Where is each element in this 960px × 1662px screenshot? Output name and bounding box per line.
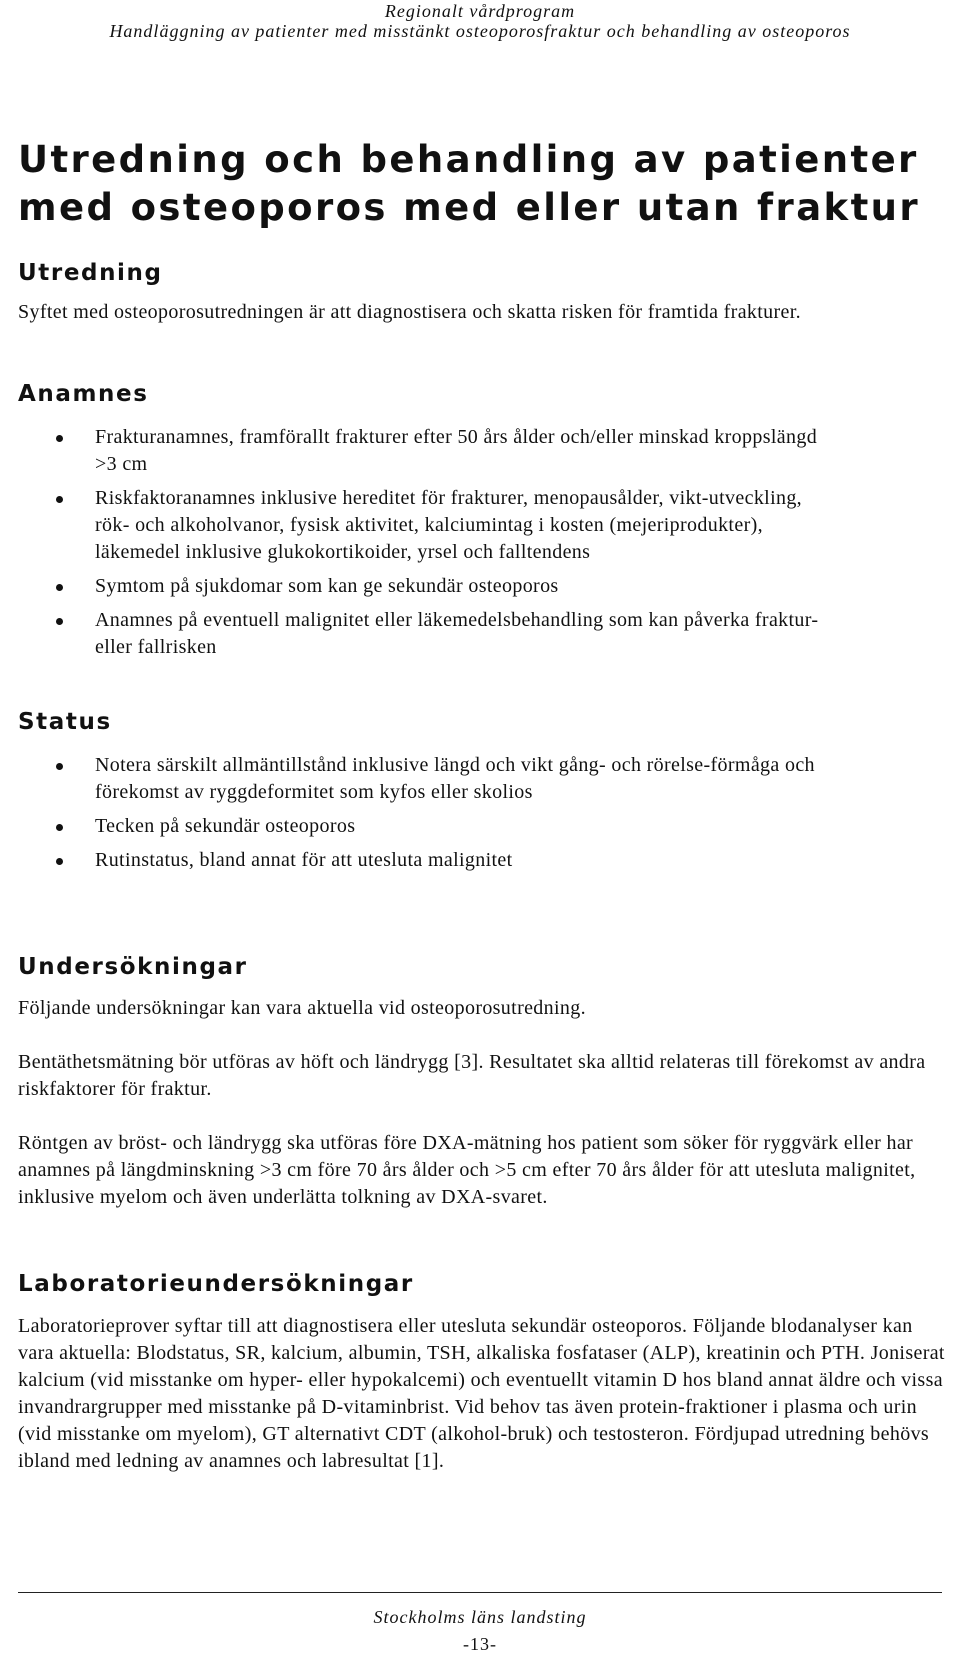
undersokningar-intro: Följande undersökningar kan vara aktuella vid osteoporosutredning. [18,997,586,1019]
utredning-text: Syftet med osteoporosutredningen är att diagnostisera och skatta risken för framtida frakturer. [18,301,802,323]
undersokningar-rontgen: Röntgen av bröst- och ländrygg ska utföras före DXA-mätning hos patient som söker för ryggvärk eller har anamnes på längdminskning >3 cm före 70 års ålder och >5 cm efter 70 års ålder för att utesluta malignitet, inklusive myelom och även underlätta tolkning av DXA-svaret. [18,1132,916,1208]
bullet-icon [56,435,63,442]
list-item-text: Tecken på sekundär osteoporos [95,815,356,837]
undersokningar-bentathet: Bentäthetsmätning bör utföras av höft och ländrygg [3]. Resultatet ska alltid relateras till förekomst av andra riskfaktorer för fraktur. [18,1051,926,1100]
bullet-icon [56,858,63,865]
list-item-text: Rutinstatus, bland annat för att utesluta malignitet [95,849,513,871]
list-item-text: Frakturanamnes, framförallt frakturer efter 50 års ålder och/eller minskad kroppslängd >3 cm [95,426,818,475]
heading-laboratorie: Laboratorieundersökningar [18,1271,414,1297]
page-title: Utredning och behandling av patienter med osteoporos med eller utan fraktur [18,138,921,229]
list-item [0,485,835,566]
footer-divider [18,1592,942,1593]
bullet-icon [56,618,63,625]
list-item-text: Symtom på sjukdomar som kan ge sekundär osteoporos [95,575,559,597]
list-item-text: Riskfaktoranamnes inklusive hereditet för frakturer, menopausålder, vikt-utveckling, rök- och alkoholvanor, fysisk aktivitet, kalciumintag i kosten (mejeriprodukter), läkemedel inklusive glukokortikoider, yrsel och falltendens [95,487,803,563]
list-item [0,573,835,600]
list-item [0,424,835,478]
anamnes-list [0,424,960,661]
header-program: Regionalt vårdprogram [384,1,576,21]
laboratorie-text: Laboratorieprover syftar till att diagnostisera eller utesluta sekundär osteoporos. Följande blodanalyser kan vara aktuella: Blodstatus, SR, kalcium, albumin, TSH, alkaliska fosfataser (ALP), kreatinin och PTH. Joniserat kalcium (vid misstanke om hyper- eller hypokalcemi) och eventuellt vitamin D hos bland annat äldre och vissa invandrargrupper med misstanke på D-vitaminbrist. Vid behov tas även protein-fraktioner i plasma och urin (vid misstanke om myelom), GT alternativt CDT (alkohol-bruk) och testosteron. Fördjupad utredning behövs ibland med ledning av anamnes och labresultat [1]. [18,1315,945,1472]
list-item [0,607,835,661]
list-item [0,752,835,806]
bullet-icon [56,763,63,770]
list-item-text: Notera särskilt allmäntillstånd inklusive längd och vikt gång- och rörelse-förmåga och förekomst av ryggdeformitet som kyfos eller skolios [95,754,815,803]
page-number: -13- [463,1634,497,1654]
footer-organization: Stockholms läns landsting [373,1607,587,1627]
heading-undersokningar: Undersökningar [18,954,248,980]
header-subtitle: Handläggning av patienter med misstänkt osteoporosfraktur och behandling av osteoporos [109,21,851,41]
bullet-icon [56,824,63,831]
status-list [0,752,960,874]
heading-status: Status [18,709,112,735]
list-item [0,813,835,840]
list-item-text: Anamnes på eventuell malignitet eller läkemedelsbehandling som kan påverka fraktur- eller fallrisken [95,609,819,658]
list-item [0,847,835,874]
bullet-icon [56,584,63,591]
heading-utredning: Utredning [18,260,163,286]
bullet-icon [56,496,63,503]
heading-anamnes: Anamnes [18,381,149,407]
